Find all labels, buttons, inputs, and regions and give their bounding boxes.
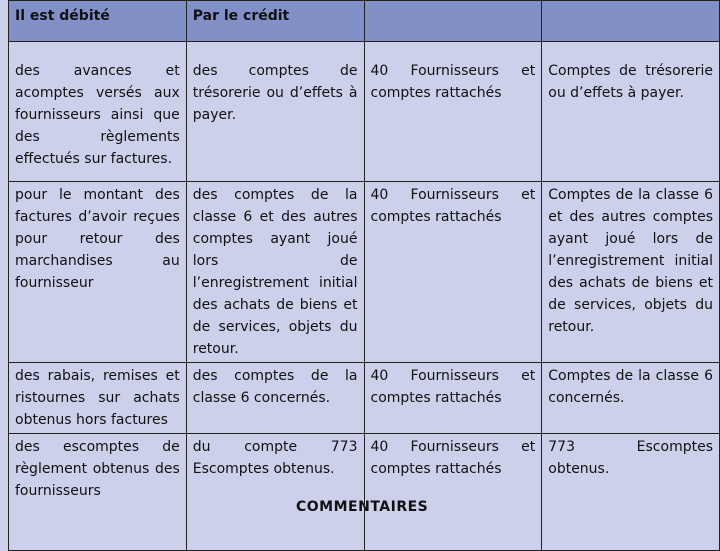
- header-empty-3: [364, 1, 542, 42]
- cell-counterpart: Comptes de la classe 6 concernés.: [542, 363, 720, 434]
- cell-counterpart: 773 Escomptes obtenus.: [542, 434, 720, 551]
- cell-account: 40 Fournisseurs et comptes rattachés: [364, 363, 542, 434]
- cell-debit: pour le montant des factures d’avoir reçues pour retour des marchandises au fournisseur: [9, 182, 187, 363]
- cell-account: 40 Fournisseurs et comptes rattachés: [364, 42, 542, 182]
- cell-credit: des comptes de la classe 6 et des autres comptes ayant joué lors de l’enregistrement initial des achats de biens et de services, objets du retour.: [186, 182, 364, 363]
- footer-commentaires: COMMENTAIRES: [296, 499, 429, 515]
- header-row: [9, 1, 720, 42]
- header-debit: Il est débité: [9, 1, 187, 42]
- cell-credit: des comptes de trésorerie ou d’effets à payer.: [186, 42, 364, 182]
- table-row: [9, 434, 720, 551]
- cell-debit: des avances et acomptes versés aux fournisseurs ainsi que des règlements effectués sur factures.: [9, 42, 187, 182]
- cell-counterpart: Comptes de la classe 6 et des autres comptes ayant joué lors de l’enregistrement initial des achats de biens et de services, objets du retour.: [542, 182, 720, 363]
- cell-credit: du compte 773 Escomptes obtenus.: [186, 434, 364, 551]
- accounting-table: [8, 0, 720, 551]
- table-row: [9, 42, 720, 182]
- cell-counterpart: Comptes de trésorerie ou d’effets à payer.: [542, 42, 720, 182]
- cell-account: 40 Fournisseurs et comptes rattachés: [364, 182, 542, 363]
- cell-account: 40 Fournisseurs et comptes rattachés: [364, 434, 542, 551]
- table-row: [9, 182, 720, 363]
- cell-debit: des escomptes de règlement obtenus des fournisseurs: [9, 434, 187, 551]
- table-row: [9, 363, 720, 434]
- header-credit: Par le crédit: [186, 1, 364, 42]
- cell-credit: des comptes de la classe 6 concernés.: [186, 363, 364, 434]
- cell-debit: des rabais, remises et ristournes sur achats obtenus hors factures: [9, 363, 187, 434]
- header-empty-4: [542, 1, 720, 42]
